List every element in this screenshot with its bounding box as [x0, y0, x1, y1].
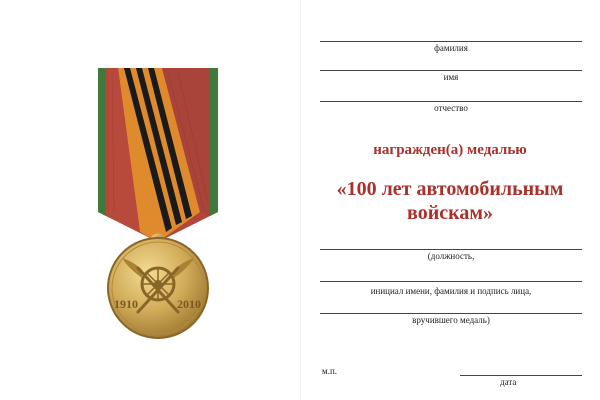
position-line[interactable] [320, 249, 582, 250]
medal-year-right: 2010 [177, 297, 201, 311]
medal-year-left: 1910 [114, 297, 138, 311]
patronymic-caption: отчество [434, 103, 468, 113]
presenter-caption-3: вручившего медаль) [412, 315, 490, 325]
awarded-text: награжден(а) медалью [373, 142, 527, 158]
surname-caption: фамилия [434, 43, 468, 53]
ribbon [98, 68, 218, 242]
patronymic-line[interactable] [320, 101, 582, 102]
presenter-caption-2: инициал имени, фамилия и подпись лица, [370, 286, 532, 296]
date-caption: дата [500, 377, 517, 387]
medal-image [78, 62, 238, 342]
presenter-caption-1: (должность, [427, 251, 475, 261]
date-line[interactable] [460, 375, 582, 376]
medal-title-line2: войскам» [407, 202, 493, 224]
signature-line[interactable] [320, 313, 582, 314]
medal-disc [108, 238, 208, 338]
seal-label: м.п. [322, 366, 338, 376]
surname-line[interactable] [320, 41, 582, 42]
presenter-name-line[interactable] [320, 281, 582, 282]
name-caption: имя [443, 72, 459, 82]
name-line[interactable] [320, 70, 582, 71]
certificate-form [300, 0, 600, 400]
medal-title-line1: «100 лет автомобильным [336, 178, 564, 200]
